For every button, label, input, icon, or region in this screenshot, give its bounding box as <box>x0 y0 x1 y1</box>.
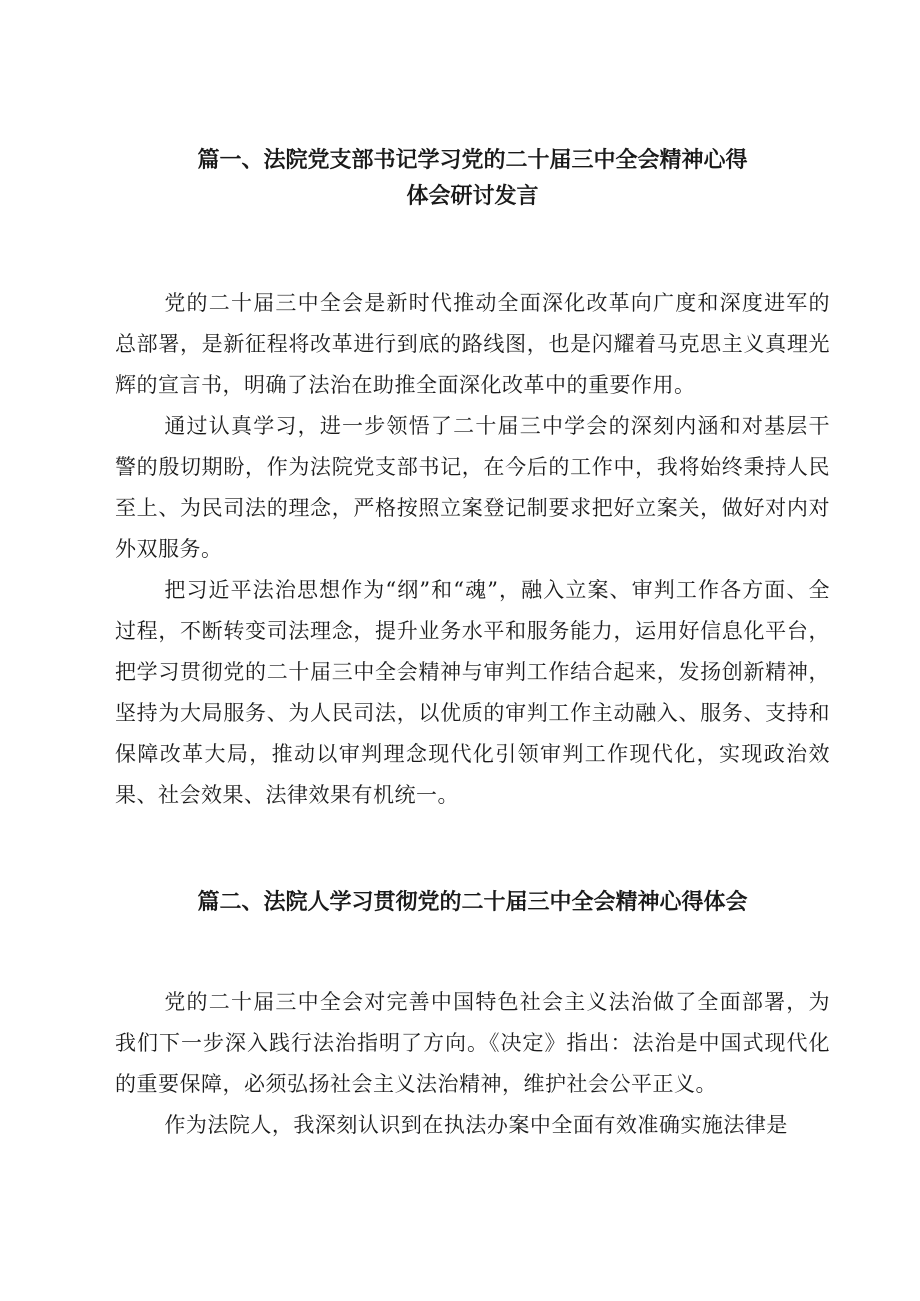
section-2-title <box>115 885 830 921</box>
section-1-paragraph-1: 党的二十届三中全会是新时代推动全面深化改革向广度和深度进军的总部署，是新征程将改革进行到底的路线图，也是闪耀着马克思主义真理光辉的宣言书，明确了法治在助推全面深化改革中的重要作用。 <box>115 291 830 397</box>
section-2-body <box>115 982 830 1146</box>
section-1-title <box>115 143 830 215</box>
section-1-paragraph-2: 通过认真学习，进一步领悟了二十届三中学会的深刻内涵和对基层干警的殷切期盼，作为法院党支部书记，在今后的工作中，我将始终秉持人民至上、为民司法的理念，严格按照立案登记制要求把好立案关，做好对内对外双服务。 <box>115 414 830 561</box>
section-2-paragraph-2: 作为法院人，我深刻认识到在执法办案中全面有效准确实施法律是 <box>164 1113 788 1137</box>
section-1-body <box>115 283 830 816</box>
section-1-title-line-1: 篇一、法院党支部书记学习党的二十届三中全会精神心得 <box>197 148 748 173</box>
section-1-paragraph-3: 把习近平法治思想作为“纲”和“魂”，融入立案、审判工作各方面、全过程，不断转变司法理念，提升业务水平和服务能力，运用好信息化平台，把学习贯彻党的二十届三中全会精神与审判工作结合起来，发扬创新精神，坚持为大局服务、为人民司法，以优质的审判工作主动融入、服务、支持和保障改革大局，推动以审判理念现代化引领审判工作现代化，实现政治效果、社会效果、法律效果有机统一。 <box>115 578 830 807</box>
section-1-title-line-2: 体会研讨发言 <box>406 184 539 209</box>
section-2-paragraph-1: 党的二十届三中全会对完善中国特色社会主义法治做了全面部署，为我们下一步深入践行法治指明了方向。《决定》指出：法治是中国式现代化的重要保障，必须弘扬社会主义法治精神，维护社会公平正义。 <box>115 990 830 1096</box>
section-2-title-line-1: 篇二、法院人学习贯彻党的二十届三中全会精神心得体会 <box>197 890 748 915</box>
